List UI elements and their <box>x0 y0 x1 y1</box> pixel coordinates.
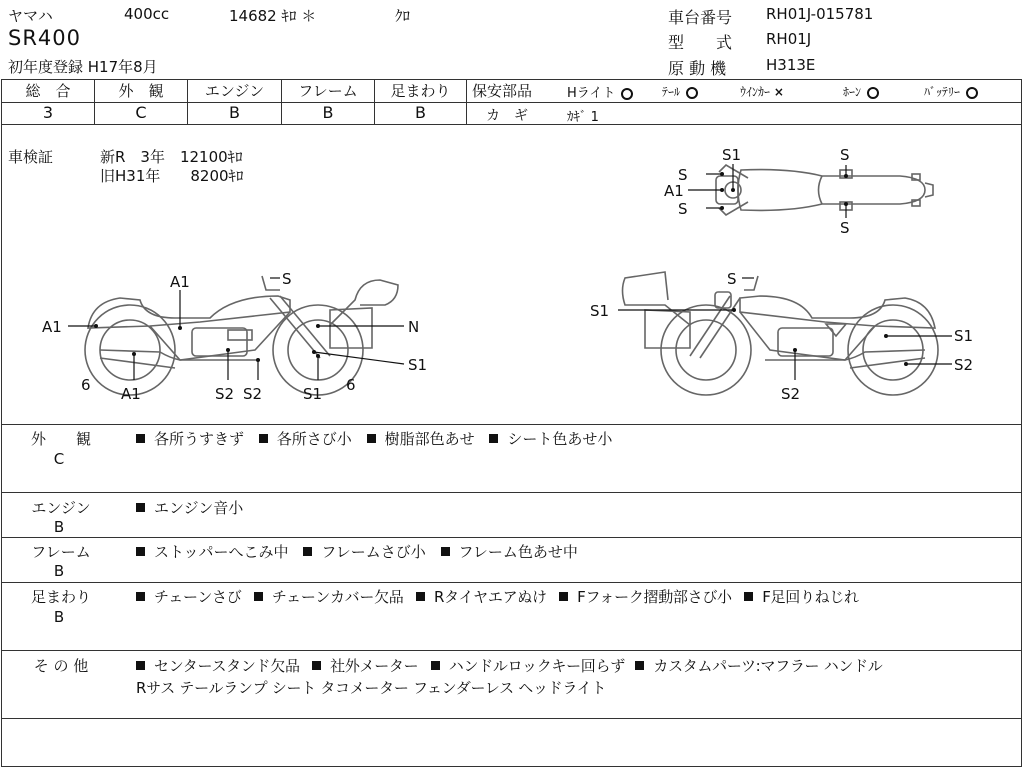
bullet-square-icon <box>136 434 145 443</box>
displacement: 400cc <box>124 5 170 23</box>
bullet-square-icon <box>635 661 644 670</box>
diagram-label: 6 <box>346 376 356 394</box>
remark-label: そ の 他 <box>33 657 89 675</box>
bullet-square-icon <box>744 592 753 601</box>
inspection-new: 新R 3年 12100ｷﾛ <box>100 148 243 166</box>
diagram-label: S <box>840 219 850 237</box>
overall-value: 3 <box>42 103 54 122</box>
bullet-square-icon <box>431 661 440 670</box>
remark-items: チェーンさび チェーンカバー欠品 Rタイヤエアぬけ Fフォーク摺動部さび小 F足回りねじれ <box>136 586 859 607</box>
safety-title: 保安部品 <box>472 82 533 100</box>
suspension-grade-value: B <box>415 103 426 122</box>
remark-grade: B <box>53 562 65 580</box>
diagram-label: S <box>282 270 292 288</box>
diagram-label: S1 <box>954 327 974 345</box>
diagram-label: S <box>840 146 850 164</box>
remark-items: エンジン音小 <box>136 497 243 518</box>
inspection-label: 車検証 <box>8 148 54 166</box>
engine-label: 原 動 機 <box>668 59 727 78</box>
bullet-square-icon <box>367 434 376 443</box>
safety-winker: ｳｲﾝｶｰ × <box>740 85 784 99</box>
model-code-value: RH01J <box>766 30 812 48</box>
diagram-label: A1 <box>42 318 62 336</box>
safety-battery: ﾊﾞｯﾃﾘｰ <box>924 83 978 100</box>
safety-horn: ﾎｰﾝ <box>843 83 879 100</box>
first-registration: 初年度登録 H17年8月 <box>8 58 158 76</box>
diagram-label: S1 <box>722 146 742 164</box>
diagram-label: S2 <box>781 385 801 403</box>
remark-items: 各所うすきず 各所さび小 樹脂部色あせ シート色あせ小 <box>136 428 612 449</box>
bullet-square-icon <box>303 547 312 556</box>
engine-value: H313E <box>766 56 816 74</box>
frame-no-label: 車台番号 <box>668 8 733 27</box>
diagram-label: S1 <box>303 385 323 403</box>
diagram-label: S2 <box>954 356 974 374</box>
diagram-label: A1 <box>664 182 684 200</box>
ng-cross-icon: × <box>773 85 784 99</box>
diagram-label: S <box>727 270 737 288</box>
diagram-label: S2 <box>215 385 235 403</box>
bullet-square-icon <box>254 592 263 601</box>
bullet-square-icon <box>559 592 568 601</box>
safety-tail: ﾃｰﾙ <box>662 83 698 100</box>
diagram-label: S1 <box>408 356 428 374</box>
bullet-square-icon <box>136 503 145 512</box>
exterior-value: C <box>135 103 147 122</box>
remark-items: ストッパーへこみ中 フレームさび小 フレーム色あせ中 <box>136 541 578 562</box>
suspension-grade-label: 足まわり <box>390 82 451 100</box>
frame-grade-value: B <box>322 103 334 122</box>
safety-headlight: Hライト <box>567 82 633 101</box>
mileage: 14682 ｷﾛ ＊ <box>229 7 317 25</box>
bullet-square-icon <box>136 661 145 670</box>
remark-grade: B <box>53 518 65 536</box>
color: ｸﾛ <box>395 7 411 25</box>
diagram-label: A1 <box>121 385 141 403</box>
remark-label: フレーム <box>31 543 91 561</box>
diagram-label: S2 <box>243 385 263 403</box>
key-value: ｶｷﾞ 1 <box>567 110 599 125</box>
frame-grade-label: フレーム <box>298 82 358 100</box>
bullet-square-icon <box>416 592 425 601</box>
diagram-label: N <box>408 318 420 336</box>
model-name: SR400 <box>8 26 82 50</box>
bullet-square-icon <box>489 434 498 443</box>
bullet-square-icon <box>312 661 321 670</box>
maker: ヤマハ <box>8 7 53 25</box>
remark-label: エンジン <box>31 499 91 517</box>
exterior-label: 外 観 <box>118 82 164 100</box>
diagram-label: S <box>678 166 688 184</box>
diagram-label: 6 <box>81 376 91 394</box>
remark-continuation: Rサス テールランプ シート タコメーター フェンダーレス ヘッドライト <box>136 679 607 697</box>
diagram-label: A1 <box>170 273 190 291</box>
bullet-square-icon <box>259 434 268 443</box>
remark-label: 足まわり <box>30 588 91 606</box>
key-label: カ ギ <box>486 108 528 124</box>
diagram-label: S1 <box>590 302 610 320</box>
bullet-square-icon <box>136 592 145 601</box>
inspection-old: 旧H31年 8200ｷﾛ <box>100 167 244 185</box>
diagram-label: S <box>678 200 688 218</box>
remark-grade: B <box>53 608 65 626</box>
bullet-square-icon <box>136 547 145 556</box>
engine-grade-value: B <box>229 103 240 122</box>
bullet-square-icon <box>441 547 450 556</box>
remark-items: センタースタンド欠品 社外メーター ハンドルロックキー回らず カスタムパーツ:マフラー ハンドル <box>136 655 883 676</box>
model-code-label: 型 式 <box>668 33 733 52</box>
frame-no-value: RH01J-015781 <box>766 5 874 23</box>
overall-label: 総 合 <box>25 82 71 100</box>
remark-grade: C <box>53 450 65 468</box>
remark-label: 外 観 <box>30 430 91 448</box>
engine-grade-label: エンジン <box>204 82 265 100</box>
